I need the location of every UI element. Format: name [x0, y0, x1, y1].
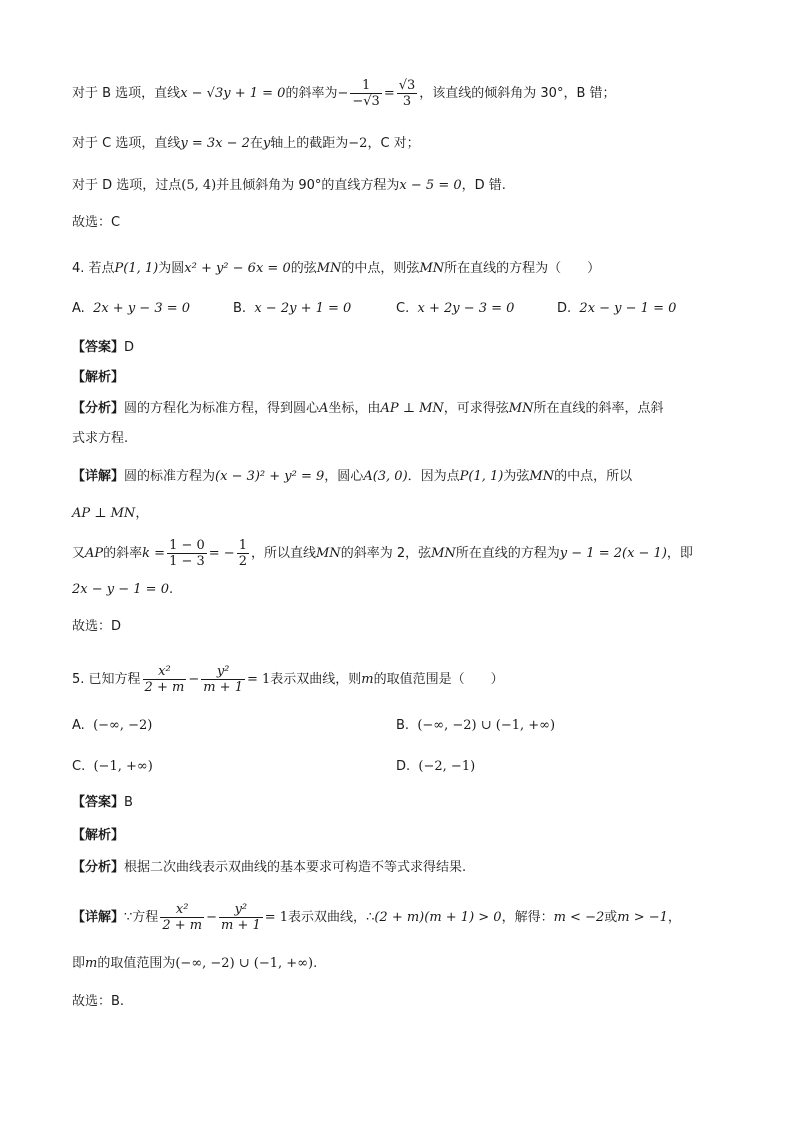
option-text: x + 2y − 3 = 0	[417, 301, 515, 316]
q4-xiangjie-2	[72, 538, 693, 569]
option-label: C.	[72, 759, 86, 774]
q4-fenxi	[72, 399, 663, 419]
c-option-suffix: ，C 对；	[367, 136, 420, 151]
q4-option-b	[233, 299, 351, 319]
q5-stem-b: 表示双曲线，则	[270, 672, 362, 687]
xj-fraction-1	[160, 902, 204, 933]
xj-perp: AP ⊥ MN	[72, 506, 136, 521]
xj-text-b: 表示双曲线，	[288, 910, 367, 925]
xj2-chord: MN	[316, 546, 341, 561]
xj-text-a: 方程	[132, 910, 159, 925]
xj-point: P(1, 1)	[459, 469, 504, 484]
xj2-fraction-1	[167, 538, 207, 569]
xj-eq: = 1	[264, 910, 289, 925]
fraction-numerator: x²	[160, 902, 204, 918]
xj2-fraction-2	[237, 538, 249, 569]
fenxi-text-b: 坐标，由	[328, 401, 381, 416]
q4-chord: MN	[316, 261, 342, 276]
b-option-eq: =	[383, 86, 395, 101]
fraction-numerator: x²	[143, 664, 187, 680]
b-option-fraction-1	[350, 78, 381, 109]
fraction-denominator: 1 − 3	[169, 554, 205, 569]
xj-fraction-2	[219, 902, 263, 933]
fraction-numerator: √3	[398, 78, 416, 93]
fraction-denominator: m + 1	[203, 680, 243, 695]
because-symbol: ∵	[124, 910, 133, 925]
xj2-text-d: 的斜率为 2，弦	[340, 546, 432, 561]
xj2-text-a: 即	[72, 956, 86, 971]
d-option-line	[72, 176, 506, 196]
b-option-mid: 的斜率为	[285, 86, 338, 101]
option-label: D.	[396, 759, 411, 774]
fraction-numerator: y²	[201, 664, 245, 680]
analysis-tag: 【解析】	[72, 370, 125, 385]
q5-eq: = 1	[246, 672, 271, 687]
answer-tag: 【答案】	[72, 795, 125, 810]
fenxi-text-d: 所在直线的斜率，点斜	[533, 401, 664, 416]
b-option-equation: x − √3y + 1 = 0	[180, 86, 286, 101]
fenxi-text-a: 圆的方程化为标准方程，得到圆心	[124, 401, 320, 416]
xj-center: A(3, 0)	[363, 469, 408, 484]
xj-text-d: ，	[667, 910, 681, 925]
q5-answer	[72, 793, 133, 813]
b-option-fraction-2	[397, 78, 418, 109]
q5-xiangjie-1	[72, 902, 681, 933]
option-text: (−1, +∞)	[93, 759, 153, 774]
xj-minus: −	[206, 910, 217, 925]
q5-option-a	[72, 716, 152, 736]
xj-text-e: 的中点，所以	[554, 469, 633, 484]
q5-choice: 故选：B.	[72, 994, 125, 1009]
fraction-denominator: 2	[238, 554, 247, 569]
c-option-axis: y	[262, 136, 271, 151]
q4-circle: x² + y² − 6x = 0	[184, 261, 291, 276]
q4-xiangjie-perp	[72, 504, 148, 524]
option-label: B.	[233, 301, 247, 316]
xj-text-c: ．因为点	[407, 469, 460, 484]
xj-std-equation: (x − 3)² + y² = 9	[215, 469, 325, 484]
q4-option-c	[396, 299, 514, 319]
fraction-numerator: 1 − 0	[169, 538, 205, 553]
q5-option-b	[396, 716, 555, 736]
q5-minus: −	[188, 672, 200, 687]
xj-or: 或	[604, 910, 618, 925]
xj-text-d: 为弦	[503, 469, 530, 484]
b-option-neg: −	[337, 86, 349, 101]
fraction-denominator: −√3	[352, 94, 380, 109]
fraction-numerator: 1	[350, 78, 381, 94]
c-option-equation: y = 3x − 2	[180, 136, 250, 151]
xj-text-c: ，解得：	[501, 910, 554, 925]
c-option-line	[72, 134, 420, 154]
q4-stem-a: 4. 若点	[72, 261, 115, 276]
fenxi-perp: AP ⊥ MN	[380, 401, 444, 416]
xj-text-b: ，圆心	[324, 469, 364, 484]
fraction-denominator: 3	[402, 94, 412, 109]
xj2-eq: = −	[208, 546, 235, 561]
option-text: 2x − y − 1 = 0	[579, 301, 677, 316]
answer-value: B	[124, 795, 133, 810]
b-option-suffix: ，该直线的倾斜角为 30°，B 错；	[419, 86, 616, 101]
b-option-prefix: 对于 B 选项，直线	[72, 86, 181, 101]
option-label: A.	[72, 301, 85, 316]
answer-tag: 【答案】	[72, 340, 125, 355]
c-option-prefix: 对于 C 选项，直线	[72, 136, 181, 151]
option-text: x − 2y + 1 = 0	[254, 301, 352, 316]
q5-stem	[72, 664, 504, 695]
q4-xiangjie-3	[72, 580, 173, 600]
d-option-prefix: 对于 D 选项，过点	[72, 178, 182, 193]
xj3-end: .	[168, 582, 174, 597]
xj2-text-b: 的斜率	[103, 546, 143, 561]
q4-chord-2: MN	[419, 261, 445, 276]
fraction-denominator: 2 + m	[144, 680, 185, 695]
xj2-text-a: 又	[72, 546, 86, 561]
fraction-numerator: 1	[238, 538, 247, 553]
xj2-text-f: ，即	[666, 546, 693, 561]
xj2-range: (−∞, −2) ∪ (−1, +∞)	[175, 956, 314, 971]
xj2-text-e: 所在直线的方程为	[455, 546, 560, 561]
xj2-text-b: 的取值范围为	[97, 956, 176, 971]
q4-stem-c: 的弦	[290, 261, 317, 276]
q4-fenxi-cont: 式求方程.	[72, 431, 129, 446]
xj-text-a: 圆的标准方程为	[124, 469, 216, 484]
xiangjie-tag: 【详解】	[72, 910, 125, 925]
xj2-m: m	[85, 956, 98, 971]
xiangjie-tag: 【详解】	[72, 469, 125, 484]
fraction-denominator: 2 + m	[162, 918, 203, 933]
option-text: (−∞, −2)	[93, 718, 153, 733]
fenxi-tag: 【分析】	[72, 860, 125, 875]
q5-fraction-1	[143, 664, 187, 695]
q5-xiangjie-2	[72, 954, 317, 974]
q4-option-d	[557, 299, 676, 319]
c-option-mid1: 在	[249, 136, 263, 151]
xj2-text-c: ，所以直线	[250, 546, 316, 561]
q4-choice: 故选：D	[72, 619, 122, 634]
q5-fenxi	[72, 858, 466, 878]
fenxi-text-c: ，可求得弦	[443, 401, 509, 416]
xj-solution-1: m < −2	[553, 910, 605, 925]
fenxi-text: 根据二次曲线表示双曲线的基本要求可构造不等式求得结果.	[124, 860, 467, 875]
xj-chord: MN	[529, 469, 555, 484]
d-option-mid: 并且倾斜角为 90°的直线方程为	[216, 178, 400, 193]
xj2-line-equation: y − 1 = 2(x − 1)	[559, 546, 667, 561]
answer-value: D	[124, 340, 135, 355]
xj-inequality: (2 + m)(m + 1) > 0	[374, 910, 502, 925]
q4-stem-b: 为圆	[158, 261, 185, 276]
therefore-symbol: ∴	[366, 910, 375, 925]
q4-stem-d: 的中点，则弦	[341, 261, 420, 276]
q3-choice: 故选：C	[72, 215, 121, 230]
fenxi-center: A	[319, 401, 329, 416]
option-label: D.	[557, 301, 572, 316]
q5-option-d	[396, 757, 475, 777]
fraction-numerator: y²	[219, 902, 263, 918]
d-option-point: (5, 4)	[181, 178, 217, 193]
d-option-suffix: ，D 错.	[461, 178, 506, 193]
c-option-mid2: 轴上的截距为	[270, 136, 349, 151]
xj-comma: ，	[135, 506, 149, 521]
q4-analysis-tag	[72, 368, 124, 388]
option-label: B.	[396, 718, 410, 733]
analysis-tag: 【解析】	[72, 828, 125, 843]
option-label: C.	[396, 301, 410, 316]
xj2-chord-2: MN	[431, 546, 456, 561]
q4-option-a	[72, 299, 190, 319]
xj2-end: .	[313, 956, 318, 971]
q5-fraction-2	[201, 664, 245, 695]
c-option-value: −2	[348, 136, 368, 151]
q4-point: P(1, 1)	[114, 261, 159, 276]
q4-xiangjie-1	[72, 467, 632, 487]
q5-m: m	[361, 672, 374, 687]
q4-stem-e: 所在直线的方程为（ ）	[444, 261, 601, 276]
xj-solution-2: m > −1	[617, 910, 668, 925]
q5-analysis-tag	[72, 826, 124, 846]
fenxi-tag: 【分析】	[72, 401, 125, 416]
xj2-ap: AP	[85, 546, 104, 561]
xj2-k: k =	[142, 546, 166, 561]
fraction-denominator: m + 1	[220, 918, 261, 933]
q5-option-c	[72, 757, 153, 777]
q4-stem	[72, 259, 600, 279]
option-text: 2x + y − 3 = 0	[93, 301, 191, 316]
option-text: (−2, −1)	[418, 759, 476, 774]
xj3-equation: 2x − y − 1 = 0	[72, 582, 169, 597]
option-text: (−∞, −2) ∪ (−1, +∞)	[417, 718, 556, 733]
b-option-line	[72, 78, 616, 109]
d-option-equation: x − 5 = 0	[399, 178, 462, 193]
fenxi-chord: MN	[508, 401, 534, 416]
option-label: A.	[72, 718, 85, 733]
q5-stem-c: 的取值范围是（ ）	[373, 672, 504, 687]
q5-stem-a: 5. 已知方程	[72, 672, 141, 687]
q4-answer	[72, 338, 134, 358]
